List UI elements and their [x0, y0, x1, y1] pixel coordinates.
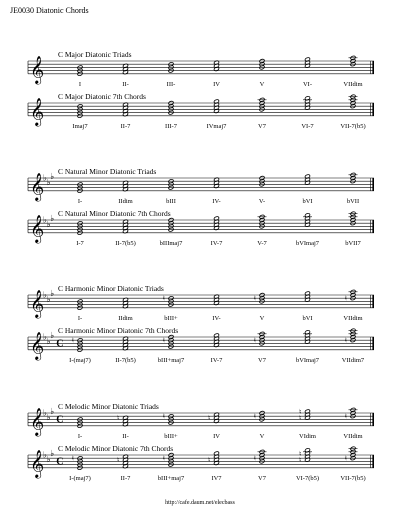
- natural-icon: ♮: [162, 336, 166, 345]
- time-signature: C: [56, 414, 64, 426]
- flat-icon: ♭: [50, 330, 55, 341]
- chord-label: VII-7(b5): [340, 474, 366, 482]
- natural-icon: ♮: [299, 414, 302, 423]
- natural-icon: ♮: [299, 407, 302, 416]
- chord-label: IV7: [211, 474, 222, 482]
- chord-label: VIdim: [299, 432, 316, 440]
- treble-clef-icon: 𝄞: [30, 172, 45, 201]
- chord-label: II-7: [120, 122, 131, 130]
- chord-label: II-7(b5): [115, 356, 136, 364]
- natural-icon: ♮: [162, 294, 166, 303]
- system-label: C Melodic Minor Diatonic Triads: [58, 402, 159, 411]
- natural-icon: ♮: [208, 414, 211, 423]
- flat-icon: ♭: [50, 288, 55, 299]
- natural-icon: ♮: [162, 412, 166, 421]
- chord-label: III-7: [165, 122, 177, 130]
- chord-label: VII-7(b5): [340, 122, 366, 130]
- flat-icon: ♭: [50, 171, 55, 182]
- natural-icon: ♮: [344, 412, 348, 421]
- chord-label: III-: [166, 80, 176, 88]
- chord-label: V-: [258, 197, 266, 205]
- natural-icon: ♮: [253, 412, 257, 421]
- treble-clef-icon: 𝄞: [30, 55, 45, 84]
- chord-label: IV-: [212, 314, 221, 322]
- treble-clef-icon: 𝄞: [30, 214, 45, 243]
- chord-label: V-7: [257, 239, 267, 247]
- chord-label: V: [259, 432, 265, 440]
- chord-label: bVII: [346, 197, 360, 205]
- natural-icon: ♮: [253, 336, 257, 345]
- system-label: C Harmonic Minor Diatonic 7th Chords: [58, 326, 179, 335]
- chord-label: IVmaj7: [206, 122, 227, 130]
- chord-label: VIIdim: [343, 80, 363, 88]
- chord-label: I-: [77, 432, 83, 440]
- chord-label: I: [78, 80, 82, 88]
- natural-icon: ♮: [344, 454, 348, 463]
- flat-icon: ♭: [46, 337, 51, 348]
- natural-icon: ♮: [253, 454, 257, 463]
- flat-icon: ♭: [50, 406, 55, 417]
- chord-label: IIdim: [118, 314, 133, 322]
- chord-label: VI-: [302, 80, 313, 88]
- system-label: C Major Diatonic Triads: [58, 50, 132, 59]
- chord-label: I-(maj7): [69, 356, 91, 364]
- natural-icon: ♮: [344, 294, 348, 303]
- chord-label: IV-: [212, 197, 221, 205]
- chord-label: bVImaj7: [295, 356, 320, 364]
- chord-label: I-: [77, 314, 83, 322]
- flat-icon: ♭: [43, 408, 48, 419]
- system-label: C Melodic Minor Diatonic 7th Chords: [58, 444, 174, 453]
- flat-icon: ♭: [50, 448, 55, 459]
- flat-icon: ♭: [50, 213, 55, 224]
- chord-label: I-7: [76, 239, 84, 247]
- chord-label: I-(maj7): [69, 474, 91, 482]
- flat-icon: ♭: [43, 450, 48, 461]
- natural-icon: ♮: [162, 454, 166, 463]
- natural-icon: ♮: [71, 336, 75, 345]
- chord-label: IV-7: [210, 239, 223, 247]
- page-title: JE0030 Diatonic Chords: [10, 6, 89, 15]
- treble-clef-icon: 𝄞: [30, 449, 45, 478]
- chord-label: V7: [258, 122, 266, 130]
- footer-url: http://cafe.daum.net/elecbass: [165, 500, 235, 506]
- chord-label: IV-7: [210, 356, 223, 364]
- chord-label: bIIImaj7: [159, 239, 183, 247]
- chord-label: bVImaj7: [295, 239, 320, 247]
- system-label: C Harmonic Minor Diatonic Triads: [58, 284, 164, 293]
- flat-icon: ♭: [46, 455, 51, 466]
- chord-label: II-: [122, 432, 129, 440]
- chord-label: VIIdim7: [341, 356, 365, 364]
- natural-icon: ♮: [344, 336, 348, 345]
- chord-label: II-7: [120, 474, 131, 482]
- flat-icon: ♭: [43, 173, 48, 184]
- flat-icon: ♭: [46, 295, 51, 306]
- natural-icon: ♮: [117, 456, 120, 465]
- chord-label: V7: [258, 356, 266, 364]
- chord-label: VIIdim: [343, 314, 363, 322]
- time-signature: C: [56, 456, 64, 468]
- natural-icon: ♮: [253, 294, 257, 303]
- system-label: C Natural Minor Diatonic Triads: [58, 167, 157, 176]
- treble-clef-icon: 𝄞: [30, 289, 45, 318]
- chord-label: VI-7(b5): [295, 474, 320, 482]
- flat-icon: ♭: [43, 215, 48, 226]
- chord-label: bIII: [166, 197, 176, 205]
- natural-icon: ♮: [117, 414, 120, 423]
- natural-icon: ♮: [71, 454, 75, 463]
- flat-icon: ♭: [46, 220, 51, 231]
- chord-label: I-: [77, 197, 83, 205]
- time-signature: C: [56, 338, 64, 350]
- treble-clef-icon: 𝄞: [30, 407, 45, 436]
- chord-label: bVI: [302, 314, 313, 322]
- flat-icon: ♭: [43, 332, 48, 343]
- system-label: C Major Diatonic 7th Chords: [58, 92, 146, 101]
- flat-icon: ♭: [46, 178, 51, 189]
- chord-label: V: [259, 80, 265, 88]
- chord-label: V7: [258, 474, 266, 482]
- treble-clef-icon: 𝄞: [30, 97, 45, 126]
- chord-label: V: [259, 314, 265, 322]
- chord-label: bIII+maj7: [157, 356, 185, 364]
- chord-label: IV: [213, 432, 220, 440]
- chord-label: II-: [122, 80, 129, 88]
- chord-label: II-7(b5): [115, 239, 136, 247]
- chord-label: IV: [213, 80, 220, 88]
- flat-icon: ♭: [43, 290, 48, 301]
- chord-label: bIII+maj7: [157, 474, 185, 482]
- flat-icon: ♭: [46, 413, 51, 424]
- chord-label: bVII7: [345, 239, 361, 247]
- chord-label: bIII+: [164, 432, 178, 440]
- chord-label: VI-7: [301, 122, 314, 130]
- natural-icon: ♮: [208, 456, 211, 465]
- system-label: C Natural Minor Diatonic 7th Chords: [58, 209, 171, 218]
- treble-clef-icon: 𝄞: [30, 331, 45, 360]
- chord-label: VIIdim: [343, 432, 363, 440]
- chord-label: bVI: [302, 197, 313, 205]
- chord-label: Imaj7: [72, 122, 88, 130]
- natural-icon: ♮: [299, 449, 302, 458]
- chord-label: bIII+: [164, 314, 178, 322]
- natural-icon: ♮: [299, 456, 302, 465]
- chord-label: IIdim: [118, 197, 133, 205]
